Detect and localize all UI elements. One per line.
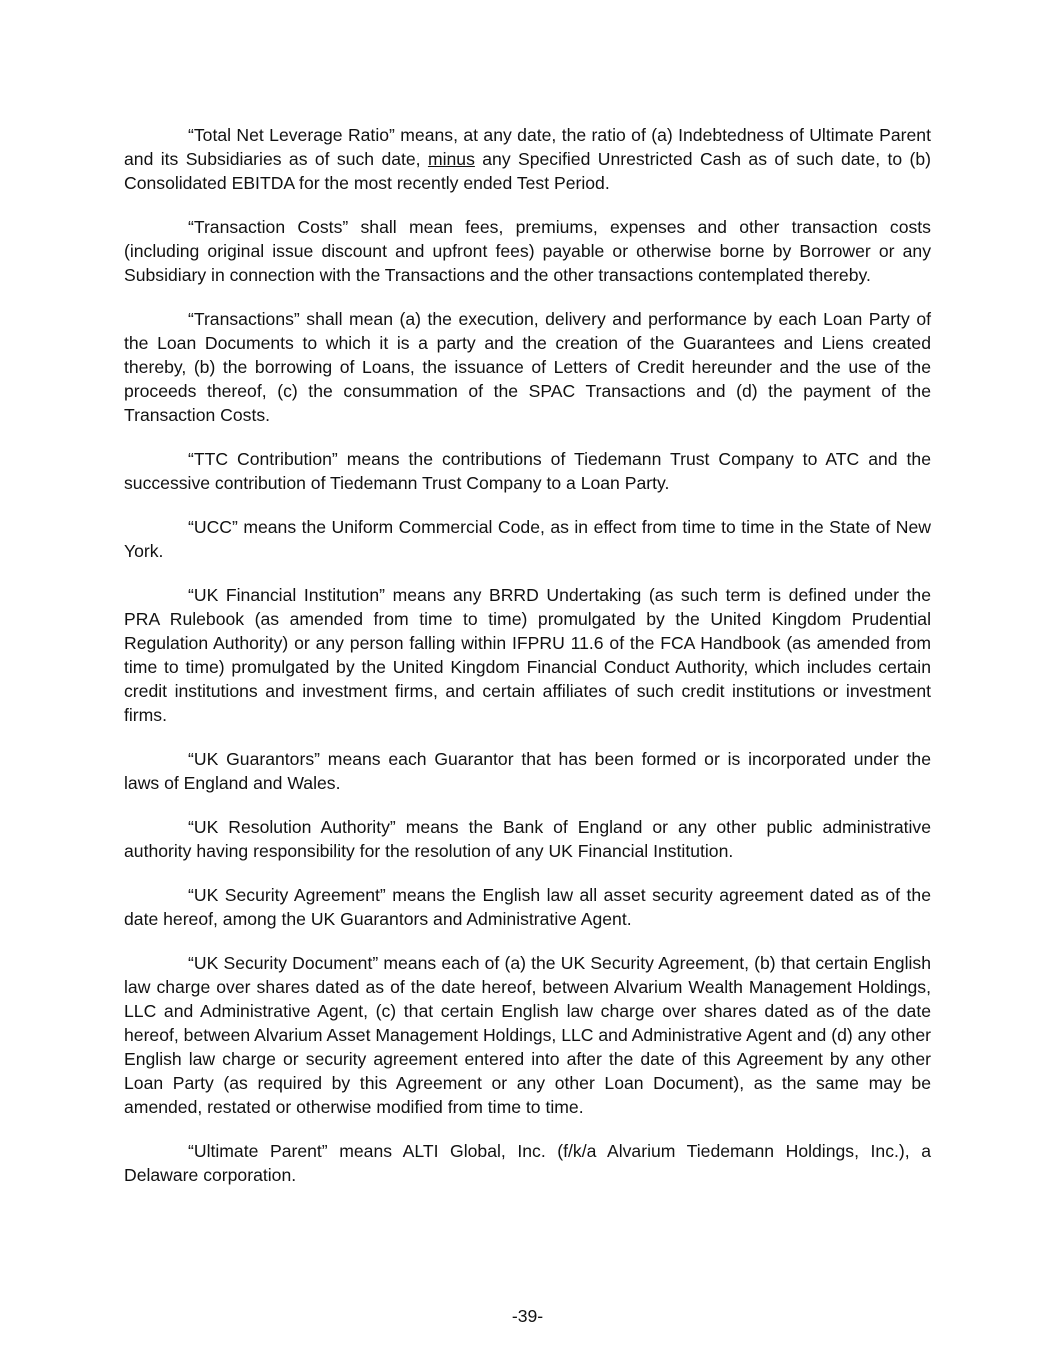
definition-text: shall mean (a) the execution, delivery and performance by each Loan Party of the Loan Documents to which it is a party and the creation of the Guarantees and Liens created thereby, (b) the borrowing of Loans, the issuance of Letters of Credit hereunder and the use of the proceeds thereof, (c) the consummation of the SPAC Transactions and (d) the payment of the Transaction Costs. <box>124 309 931 425</box>
definition-uk-resolution-authority <box>124 815 931 863</box>
definition-uk-guarantors <box>124 747 931 795</box>
underlined-word: minus <box>427 149 475 169</box>
defined-term: “Transactions” <box>188 309 300 329</box>
definition-text: means the contributions of Tiedemann Trust Company to ATC and the successive contribution of Tiedemann Trust Company to a Loan Party. <box>124 449 931 493</box>
defined-term: “UK Security Agreement” <box>188 885 386 905</box>
definition-text: shall mean fees, premiums, expenses and other transaction costs (including original issue discount and upfront fees) payable or otherwise borne by Borrower or any Subsidiary in connection with the Transactions and the other transactions contemplated thereby. <box>124 217 931 285</box>
defined-term: “Ultimate Parent” <box>188 1141 328 1161</box>
definition-ttc-contribution <box>124 447 931 495</box>
defined-term: “Transaction Costs” <box>188 217 349 237</box>
document-page <box>124 123 931 1207</box>
definition-transactions <box>124 307 931 427</box>
definition-text: means ALTI Global, Inc. (f/k/a Alvarium Tiedemann Holdings, Inc.), a Delaware corporation. <box>124 1141 931 1185</box>
definition-text: means the Bank of England or any other public administrative authority having responsibility for the resolution of any UK Financial Institution. <box>124 817 932 861</box>
definition-uk-security-document <box>124 951 931 1119</box>
defined-term: “UK Financial Institution” <box>188 585 386 605</box>
definition-ucc <box>124 515 931 563</box>
definition-text: means each of (a) the UK Security Agreement, (b) that certain English law charge over shares dated as of the date hereof, between Alvarium Wealth Management Holdings, LLC and Administrative Agent, (c) that certain English law charge over shares dated as of the date hereof, between Alvarium Asset Management Holdings, LLC and Administrative Agent and (d) any other English law charge or security agreement entered into after the date of this Agreement by any other Loan Party (as required by this Agreement or any other Loan Document), as the same may be amended, restated or otherwise modified from time to time. <box>124 953 931 1117</box>
page-number: -39- <box>511 1306 544 1326</box>
definition-text: means each Guarantor that has been formed or is incorporated under the laws of England and Wales. <box>124 749 931 793</box>
defined-term: “UK Guarantors” <box>188 749 320 769</box>
defined-term: “UK Security Document” <box>188 953 379 973</box>
defined-term: “TTC Contribution” <box>188 449 338 469</box>
definition-text: means any BRRD Undertaking (as such term is defined under the PRA Rulebook (as amended from time to time) promulgated by the United Kingdom Prudential Regulation Authority) or any person falling within IFPRU 11.6 of the FCA Handbook (as amended from time to time) promulgated by the United Kingdom Financial Conduct Authority, which includes certain credit institutions and investment firms, and certain affiliates of such credit institutions or investment firms. <box>124 585 931 725</box>
definition-text: means the English law all asset security agreement dated as of the date hereof, among the UK Guarantors and Administrative Agent. <box>124 885 931 929</box>
definition-transaction-costs <box>124 215 931 287</box>
definition-text: means, at any date, the ratio of (a) Indebtedness of Ultimate Parent and its Subsidiaries as of such date, <box>124 125 931 169</box>
definition-text: means the Uniform Commercial Code, as in effect from time to time in the State of New York. <box>124 517 931 561</box>
definition-total-net-leverage-ratio <box>124 123 931 195</box>
definition-text: any Specified Unrestricted Cash as of such date, to (b) Consolidated EBITDA for the most recently ended Test Period. <box>124 149 931 193</box>
defined-term: “UCC” <box>188 517 238 537</box>
definition-uk-security-agreement <box>124 883 931 931</box>
defined-term: “UK Resolution Authority” <box>188 817 396 837</box>
definition-uk-financial-institution <box>124 583 931 727</box>
definition-ultimate-parent <box>124 1139 931 1187</box>
defined-term: “Total Net Leverage Ratio” <box>188 125 395 145</box>
